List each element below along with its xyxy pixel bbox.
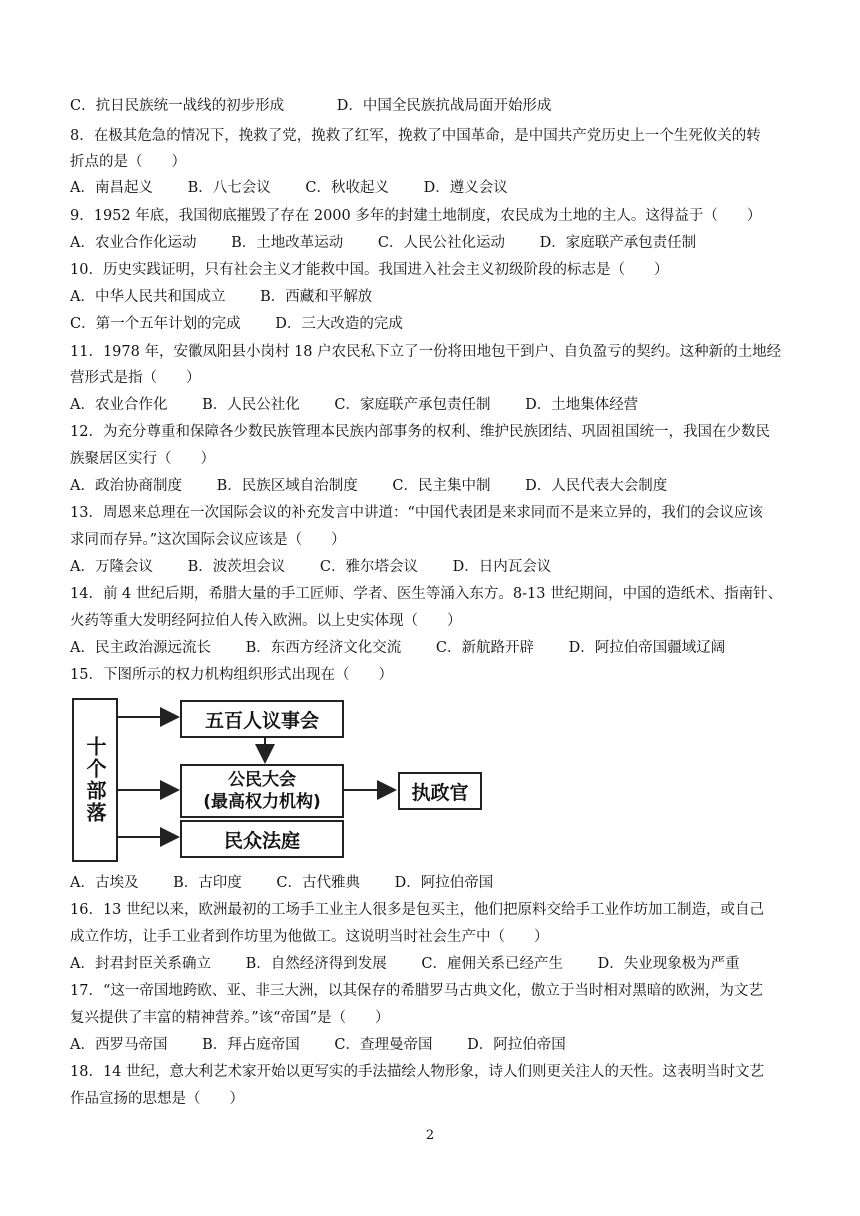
q8-option-d: D．遵义会议 xyxy=(423,180,508,196)
ten-tribes-box: 十个部落 xyxy=(72,698,118,862)
question-14-line2: 火药等重大发明经阿拉伯人传入欧洲。以上史实体现（ ） xyxy=(70,613,462,629)
question-12-options xyxy=(70,476,810,496)
question-17-line2: 复兴提供了丰富的精神营养。”该“帝国”是（ ） xyxy=(70,1010,390,1026)
q13-option-c: C．雅尔塔会议 xyxy=(319,559,418,575)
q17-option-c: C．查理曼帝国 xyxy=(334,1037,433,1053)
q13-option-b: B．波茨坦会议 xyxy=(187,559,286,575)
q9-option-c: C．人民公社化运动 xyxy=(377,235,505,251)
question-13-options xyxy=(70,557,810,577)
q16-option-a: A．封君封臣关系确立 xyxy=(70,956,211,972)
q15-option-a: A．古埃及 xyxy=(70,875,139,891)
q11-option-d: D．土地集体经营 xyxy=(525,397,639,413)
q13-option-a: A．万隆会议 xyxy=(70,559,153,575)
q14-option-b: B．东西方经济文化交流 xyxy=(245,640,402,656)
q11-option-b: B．人民公社化 xyxy=(202,397,300,413)
assembly-subtitle: (最高权力机构) xyxy=(203,792,321,812)
question-15-options xyxy=(70,873,810,893)
q10-option-c: C．第一个五年计划的完成 xyxy=(70,316,241,332)
q8-option-c: C．秋收起义 xyxy=(305,180,389,196)
q12-option-c: C．民主集中制 xyxy=(392,478,491,494)
q15-option-c: C．古代雅典 xyxy=(276,875,360,891)
question-14-options xyxy=(70,638,810,658)
question-8-line1: 8．在极其危急的情况下，挽救了党，挽救了红军，挽救了中国革命，是中国共产党历史上一个生死攸关的转 xyxy=(70,128,761,144)
question-10-options-2 xyxy=(70,314,810,334)
q15-option-b: B．古印度 xyxy=(173,875,242,891)
question-12-line2: 族聚居区实行（ ） xyxy=(70,451,215,467)
line-c-option xyxy=(70,96,810,116)
q17-option-a: A．西罗马帝国 xyxy=(70,1037,168,1053)
assembly-box xyxy=(180,764,344,818)
assembly-title: 公民大会 xyxy=(228,770,296,790)
question-15-line1: 15．下图所示的权力机构组织形式出现在（ ） xyxy=(70,667,393,683)
q9-option-b: B．土地改革运动 xyxy=(231,235,344,251)
q14-option-c: C．新航路开辟 xyxy=(435,640,534,656)
q9-option-d: D．家庭联产承包责任制 xyxy=(539,235,697,251)
question-17-options xyxy=(70,1035,810,1055)
q11-option-c: C．家庭联产承包责任制 xyxy=(334,397,491,413)
q10-option-b: B．西藏和平解放 xyxy=(260,289,373,305)
archon-box: 执政官 xyxy=(398,772,482,810)
q16-option-d: D．失业现象极为严重 xyxy=(597,956,740,972)
question-13-line1: 13．周恩来总理在一次国际会议的补充发言中讲道：“中国代表团是来求同而不是来立异的，我们的会议应该 xyxy=(70,505,763,521)
question-11-line1: 11．1978 年，安徽凤阳县小岗村 18 户农民私下立了一份将田地包干到户、自负盈亏的契约。这种新的土地经 xyxy=(70,344,782,360)
question-17-line1: 17．“这一帝国地跨欧、亚、非三大洲，以其保存的希腊罗马古典文化，傲立于当时相对黑暗的欧洲，为文艺 xyxy=(70,983,763,999)
question-11-line2: 营形式是指（ ） xyxy=(70,370,201,386)
q14-option-a: A．民主政治源远流长 xyxy=(70,640,211,656)
q17-option-d: D．阿拉伯帝国 xyxy=(467,1037,566,1053)
question-13-line2: 求同而存异。”这次国际会议应该是（ ） xyxy=(70,532,346,548)
q10-option-a: A．中华人民共和国成立 xyxy=(70,289,226,305)
question-8-options xyxy=(70,178,810,198)
question-11-options xyxy=(70,395,810,415)
q16-option-c: C．雇佣关系已经产生 xyxy=(421,956,563,972)
question-9-options xyxy=(70,233,810,253)
q17-option-b: B．拜占庭帝国 xyxy=(202,1037,300,1053)
question-10-options-1 xyxy=(70,287,810,307)
q9-option-a: A．农业合作化运动 xyxy=(70,235,197,251)
q11-option-a: A．农业合作化 xyxy=(70,397,168,413)
q8-option-a: A．南昌起义 xyxy=(70,180,153,196)
q14-option-d: D．阿拉伯帝国疆域辽阔 xyxy=(568,640,726,656)
question-18-line2: 作品宣扬的思想是（ ） xyxy=(70,1091,244,1107)
q15-option-d: D．阿拉伯帝国 xyxy=(394,875,494,891)
question-18-line1: 18．14 世纪，意大利艺术家开始以更写实的手法描绘人物形象，诗人们则更关注人的天性。这表明当时文艺 xyxy=(70,1064,765,1080)
question-9-line1: 9．1952 年底，我国彻底摧毁了存在 2000 多年的封建土地制度，农民成为土地的主人。这得益于（ ） xyxy=(70,208,762,224)
q12-option-a: A．政治协商制度 xyxy=(70,478,182,494)
option-d: D．中国全民族抗战局面开始形成 xyxy=(336,98,552,114)
page-number: 2 xyxy=(425,1128,435,1143)
q16-option-b: B．自然经济得到发展 xyxy=(245,956,387,972)
q10-option-d: D．三大改造的完成 xyxy=(275,316,403,332)
q13-option-d: D．日内瓦会议 xyxy=(452,559,552,575)
question-16-options xyxy=(70,954,810,974)
q8-option-b: B．八七会议 xyxy=(187,180,271,196)
question-12-line1: 12．为充分尊重和保障各少数民族管理本民族内部事务的权利、维护民族团结、巩固祖国统一，我国在少数民 xyxy=(70,424,770,440)
option-c: C．抗日民族统一战线的初步形成 xyxy=(70,98,285,114)
question-16-line1: 16．13 世纪以来，欧洲最初的工场手工业主人很多是包买主，他们把原料交给手工业作坊加工制造，或自己 xyxy=(70,902,765,918)
council-box: 五百人议事会 xyxy=(180,700,344,738)
question-14-line1: 14．前 4 世纪后期，希腊大量的手工匠师、学者、医生等涌入东方。8-13 世纪期间，中国的造纸术、指南针、 xyxy=(70,586,783,602)
q12-option-d: D．人民代表大会制度 xyxy=(525,478,668,494)
court-box: 民众法庭 xyxy=(180,820,344,858)
athens-power-diagram xyxy=(70,696,490,866)
question-8-line2: 折点的是（ ） xyxy=(70,154,186,170)
question-10-line1: 10．历史实践证明，只有社会主义才能救中国。我国进入社会主义初级阶段的标志是（ ） xyxy=(70,262,669,278)
question-16-line2: 成立作坊，让手工业者到作坊里为他做工。这说明当时社会生产中（ ） xyxy=(70,929,549,945)
q12-option-b: B．民族区域自治制度 xyxy=(216,478,358,494)
